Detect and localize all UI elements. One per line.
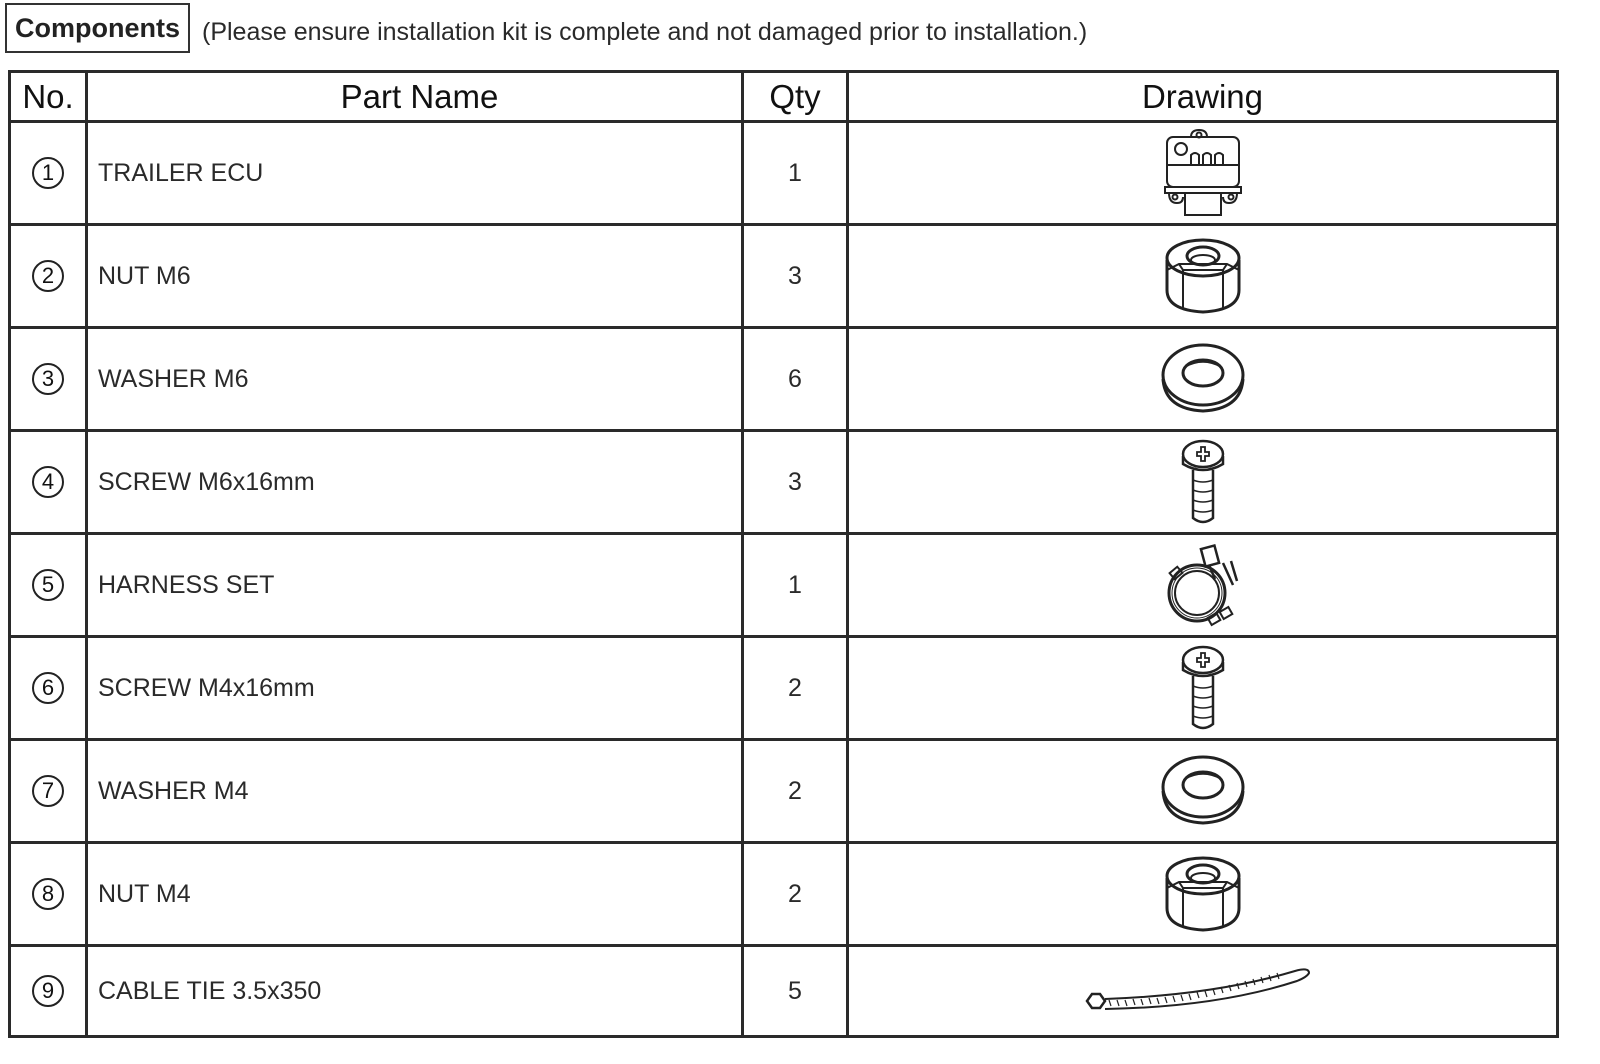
column-header-no: No. bbox=[10, 72, 87, 122]
table-row bbox=[10, 843, 1558, 946]
column-header-qty: Qty bbox=[743, 72, 848, 122]
components-header bbox=[5, 4, 1087, 52]
quantity: 1 bbox=[743, 122, 848, 225]
trailer-ecu-icon bbox=[1161, 127, 1245, 219]
washer-icon bbox=[1159, 753, 1247, 829]
quantity: 5 bbox=[743, 946, 848, 1037]
part-name: SCREW M6x16mm bbox=[87, 431, 743, 534]
quantity: 2 bbox=[743, 637, 848, 740]
cable-tie-icon bbox=[1083, 963, 1323, 1019]
table-row bbox=[10, 740, 1558, 843]
harness-icon bbox=[1161, 543, 1245, 627]
item-number: 4 bbox=[32, 466, 64, 498]
part-name: TRAILER ECU bbox=[87, 122, 743, 225]
nut-icon bbox=[1163, 854, 1243, 934]
table-row bbox=[10, 431, 1558, 534]
part-name: HARNESS SET bbox=[87, 534, 743, 637]
column-header-part-name: Part Name bbox=[87, 72, 743, 122]
part-name: WASHER M4 bbox=[87, 740, 743, 843]
part-name: WASHER M6 bbox=[87, 328, 743, 431]
table-row bbox=[10, 534, 1558, 637]
column-header-drawing: Drawing bbox=[848, 72, 1558, 122]
table-row bbox=[10, 225, 1558, 328]
quantity: 6 bbox=[743, 328, 848, 431]
part-name: CABLE TIE 3.5x350 bbox=[87, 946, 743, 1037]
item-number: 5 bbox=[32, 569, 64, 601]
table-row bbox=[10, 122, 1558, 225]
table-row bbox=[10, 328, 1558, 431]
item-number: 1 bbox=[32, 157, 64, 189]
washer-icon bbox=[1159, 341, 1247, 417]
quantity: 3 bbox=[743, 431, 848, 534]
nut-icon bbox=[1163, 236, 1243, 316]
quantity: 2 bbox=[743, 843, 848, 946]
table-row bbox=[10, 637, 1558, 740]
quantity: 3 bbox=[743, 225, 848, 328]
part-name: NUT M4 bbox=[87, 843, 743, 946]
screw-icon bbox=[1179, 438, 1227, 526]
item-number: 3 bbox=[32, 363, 64, 395]
item-number: 6 bbox=[32, 672, 64, 704]
section-title: Components bbox=[5, 3, 190, 53]
quantity: 1 bbox=[743, 534, 848, 637]
item-number: 9 bbox=[32, 975, 64, 1007]
screw-icon bbox=[1179, 644, 1227, 732]
installation-note: (Please ensure installation kit is complete and not damaged prior to installation.) bbox=[202, 17, 1088, 46]
part-name: NUT M6 bbox=[87, 225, 743, 328]
quantity: 2 bbox=[743, 740, 848, 843]
item-number: 7 bbox=[32, 775, 64, 807]
part-name: SCREW M4x16mm bbox=[87, 637, 743, 740]
components-table bbox=[8, 70, 1559, 1038]
item-number: 8 bbox=[32, 878, 64, 910]
table-header-row bbox=[10, 72, 1558, 122]
item-number: 2 bbox=[32, 260, 64, 292]
table-row bbox=[10, 946, 1558, 1037]
